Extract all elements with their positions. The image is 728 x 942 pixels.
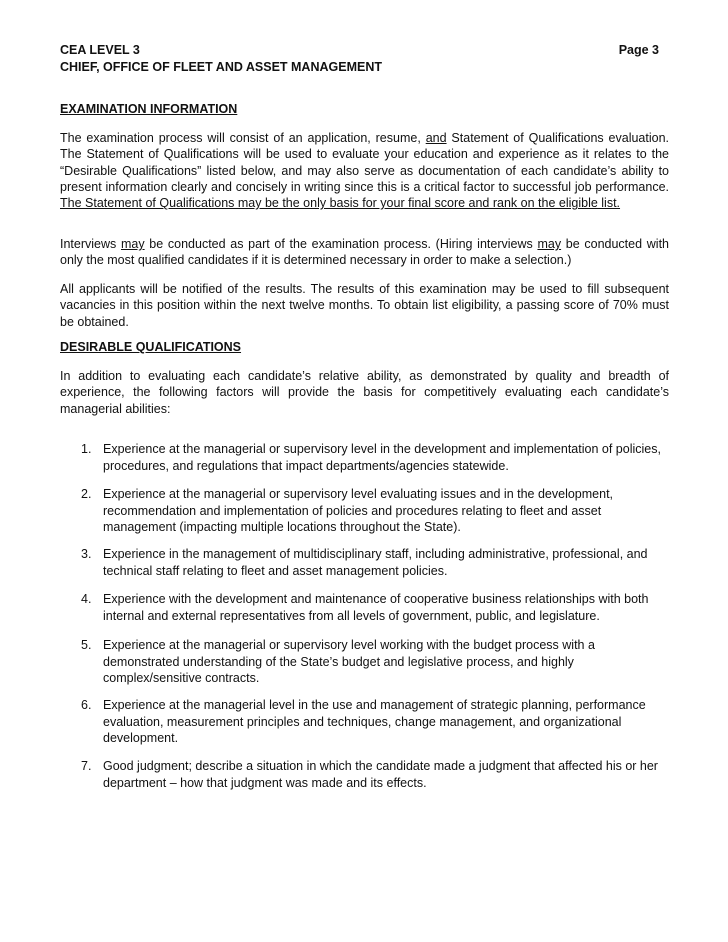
- list-item-number: 5.: [81, 638, 92, 652]
- position-title: CHIEF, OFFICE OF FLEET AND ASSET MANAGEMENT: [60, 60, 382, 74]
- list-item: [81, 591, 661, 624]
- header-level-line: [60, 42, 670, 58]
- page-number: Page 3: [618, 43, 659, 57]
- list-item: [81, 441, 661, 474]
- exam-paragraph-1: [60, 130, 669, 211]
- list-item-number: 7.: [81, 759, 92, 773]
- exam-p2-may-2: may: [537, 237, 562, 251]
- list-item-number: 6.: [81, 698, 92, 712]
- exam-info-heading: EXAMINATION INFORMATION: [60, 102, 238, 116]
- list-item: [81, 546, 661, 579]
- list-item-text: Experience at the managerial or supervisory level working with the budget process with a demonstrated understanding of the State’s budget and legislative process, and highly complex/sensitive contracts.: [103, 638, 595, 685]
- exam-p1-and: and: [425, 131, 447, 145]
- exam-p2-text-a: Interviews: [60, 237, 121, 251]
- list-item: [81, 758, 661, 791]
- list-item-number: 3.: [81, 547, 92, 561]
- list-item-text: Good judgment; describe a situation in which the candidate made a judgment that affected his or her department – how that judgment was made and its effects.: [103, 759, 658, 790]
- list-item: [81, 637, 661, 687]
- list-item: [81, 486, 661, 536]
- list-item-text: Experience in the management of multidisciplinary staff, including administrative, professional, and technical staff relating to fleet and asset management policies.: [103, 547, 648, 578]
- list-item-text: Experience at the managerial level in the use and management of strategic planning, performance evaluation, measurement principles and techniques, change management, and organizational development.: [103, 698, 646, 745]
- list-item-number: 1.: [81, 442, 92, 456]
- exam-p2-may-1: may: [120, 237, 145, 251]
- list-item-number: 4.: [81, 592, 92, 606]
- exam-p2-text-b: be conducted as part of the examination process. (Hiring interviews: [144, 237, 538, 251]
- exam-p1-underlined: The Statement of Qualifications may be the only basis for your final score and rank on the eligible list.: [60, 196, 621, 211]
- exam-paragraph-2: [60, 236, 669, 269]
- desirable-intro: In addition to evaluating each candidate’s relative ability, as demonstrated by quality and breadth of experience, the following factors will provide the basis for competitively evaluating each candidate’s managerial abilities:: [60, 369, 669, 416]
- exam-p1-text-a: The examination process will consist of an application, resume,: [60, 131, 426, 145]
- header-level: CEA LEVEL 3: [60, 43, 140, 57]
- exam-paragraph-3: All applicants will be notified of the results. The results of this examination may be used to fill subsequent vacancies in this position within the next twelve months. To obtain list eligibility, a passing score of 70% must be obtained.: [60, 282, 669, 329]
- exam-p2-text-c: be conducted with only the most qualified candidates if it is determined necessary in order to make a selection.): [60, 237, 669, 268]
- list-item-number: 2.: [81, 487, 92, 501]
- list-item-text: Experience at the managerial or supervisory level in the development and implementation of policies, procedures, and regulations that impact departments/agencies statewide.: [103, 442, 661, 473]
- desirable-qualifications-heading: DESIRABLE QUALIFICATIONS: [60, 340, 242, 354]
- list-item-text: Experience at the managerial or supervisory level evaluating issues and in the development, recommendation and implementation of policies and procedures relating to fleet and asset management (impacting multiple locations throughout the State).: [103, 487, 614, 534]
- exam-p1-text-b: Statement of Qualifications evaluation. The Statement of Qualifications will be used to evaluate your education and experience as it relates to the “Desirable Qualifications” listed below, and may also serve as documentation of each candidate’s ability to present information clearly and concisely in writing since this is a critical factor to successful job performance.: [60, 131, 669, 194]
- list-item: [81, 697, 661, 747]
- list-item-text: Experience with the development and maintenance of cooperative business relationships with both internal and external representatives from all levels of government, public, and legislature.: [103, 592, 649, 623]
